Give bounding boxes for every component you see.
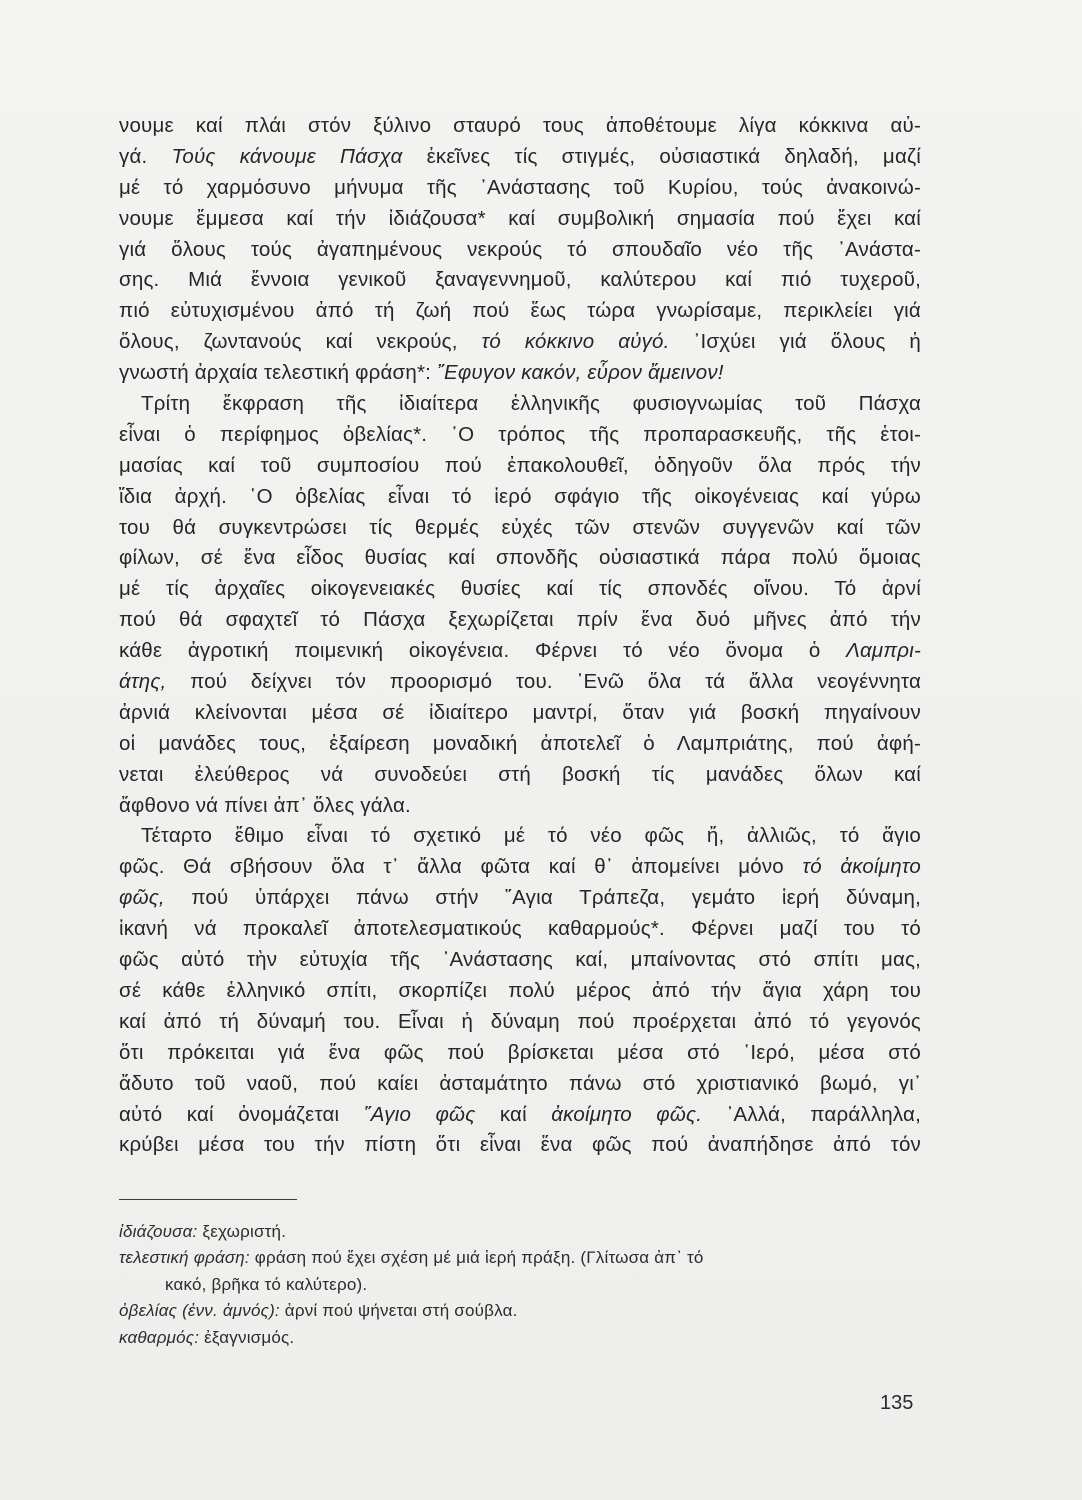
text-line — [119, 482, 921, 513]
text-line — [119, 667, 921, 698]
italic-text: τελεστική φράση: — [119, 1248, 250, 1268]
italic-text: καθαρμός: — [119, 1327, 200, 1347]
text-line — [119, 543, 921, 574]
text-run: φράση πού ἔχει σχέση μέ μιά ἱερή πράξη. (Γλίτωσα ἀπ᾽ τό — [249, 1248, 704, 1268]
text-line — [119, 976, 921, 1007]
text-line — [119, 883, 921, 914]
main-text — [119, 111, 921, 1161]
text-run: ἱκανή νά προκαλεῖ ἀποτελεσματικούς καθαρμούς*. Φέρνει μαζί του τό — [119, 917, 921, 941]
italic-text: φῶς, — [119, 886, 165, 910]
text-run: ᾿Ισχύει γιά ὅλους ἡ — [669, 330, 921, 354]
text-line — [119, 204, 921, 235]
text-line — [119, 636, 921, 667]
italic-text: Τούς κάνουμε Πάσχα — [171, 144, 403, 168]
text-line — [119, 451, 921, 482]
text-line — [119, 420, 921, 451]
text-line — [119, 914, 921, 945]
footnote — [119, 1219, 949, 1245]
text-run: πού ὑπάρχει πάνω στήν ῞Αγια Τράπεζα, γεμάτο ἱερή δύναμη, — [164, 886, 921, 910]
text-run: ἀρνιά κλείνονται μέσα σέ ἰδιαίτερο μαντρί, ὅταν γιά βοσκή πηγαίνουν — [119, 700, 921, 724]
text-line — [119, 1038, 921, 1069]
text-run: νουμε ἔμμεσα καί τήν ἰδιάζουσα* καί συμβολική σημασία πού ἔχει καί — [119, 206, 921, 230]
text-run: φίλων, σέ ἕνα εἶδος θυσίας καί σπονδῆς οὐσιαστικά πάρα πολύ ὅμοιας — [119, 546, 921, 570]
text-line — [119, 1007, 921, 1038]
footnote-separator — [119, 1199, 297, 1200]
text-run: ἴδια ἀρχή. ῾Ο ὀβελίας εἶναι τό ἱερό σφάγιο τῆς οἰκογένειας καί γύρω — [119, 484, 921, 508]
text-line — [119, 111, 921, 142]
text-run: πού θά σφαχτεῖ τό Πάσχα ξεχωρίζεται πρίν ἕνα δυό μῆνες ἀπό τήν — [119, 608, 921, 632]
text-run: μασίας καί τοῦ συμποσίου πού ἐπακολουθεῖ, ὁδηγοῦν ὅλα πρός τήν — [119, 453, 921, 477]
footnote — [119, 1245, 949, 1271]
text-run: φῶς αὐτό τὴν εὐτυχία τῆς ᾿Ανάστασης καί, μπαίνοντας στό σπίτι μας, — [119, 948, 921, 972]
text-run: καί ἀπό τή δύναμή του. Εἶναι ἡ δύναμη πού προέρχεται ἀπό τό γεγονός — [119, 1009, 921, 1033]
text-run: ξεχωριστή. — [197, 1222, 287, 1241]
text-line — [119, 235, 921, 266]
text-line — [119, 1130, 921, 1161]
text-run: κακό, βρῆκα τό καλύτερο). — [165, 1274, 368, 1294]
italic-text: ῎Εφυγον κακόν, εὗρον ἄμεινον! — [436, 361, 724, 385]
text-run: μέ τό χαρμόσυνο μήνυμα τῆς ᾿Ανάστασης τοῦ Κυρίου, τούς ἀνακοινώ- — [119, 175, 921, 199]
text-line — [119, 389, 921, 420]
text-run: πιό εὐτυχισμένου ἀπό τή ζωή πού ἕως τώρα γνωρίσαμε, περικλείει γιά — [119, 299, 921, 323]
text-run: σης. Μιά ἔννοια γενικοῦ ξαναγεννημοῦ, καλύτερου καί πιό τυχεροῦ, — [119, 268, 921, 292]
text-run: Τέταρτο ἔθιμο εἶναι τό σχετικό μέ τό νέο φῶς ἤ, ἀλλιῶς, τό ἅγιο — [141, 824, 921, 848]
text-run: γιά ὅλους τούς ἀγαπημένους νεκρούς τό σπουδαῖο νέο τῆς ᾿Ανάστα- — [119, 237, 921, 261]
italic-text: ἀκοίμητο φῶς. — [551, 1102, 703, 1126]
text-run: ἐκεῖνες τίς στιγμές, οὐσιαστικά δηλαδή, μαζί — [402, 144, 921, 168]
text-line — [119, 327, 921, 358]
text-line — [119, 513, 921, 544]
italic-text: τό ἀκοίμητο — [802, 855, 921, 879]
text-run: ἀρνί πού ψήνεται στή σούβλα. — [279, 1301, 518, 1321]
text-line — [119, 574, 921, 605]
text-line — [119, 358, 921, 389]
footnotes — [119, 1219, 949, 1351]
italic-text: τό κόκκινο αὐγό. — [481, 330, 670, 354]
text-run: ἄφθονο νά πίνει ἀπ᾽ ὅλες γάλα. — [119, 793, 411, 817]
text-line — [119, 605, 921, 636]
text-run: μέ τίς ἀρχαῖες οἰκογενειακές θυσίες καί τίς σπονδές οἴνου. Τό ἀρνί — [119, 577, 921, 601]
text-run: ὅτι πρόκειται γιά ἕνα φῶς πού βρίσκεται μέσα στό ῾Ιερό, μέσα στό — [119, 1040, 921, 1064]
text-run: αὐτό καί ὀνομάζεται — [119, 1102, 364, 1126]
text-run: νουμε καί πλάι στόν ξύλινο σταυρό τους ἀποθέτουμε λίγα κόκκινα αὐ- — [119, 114, 921, 137]
text-run: σέ κάθε ἑλληνικό σπίτι, σκορπίζει πολύ μέρος ἀπό τήν ἅγια χάρη του — [119, 978, 921, 1002]
text-run: καί — [475, 1102, 552, 1126]
footnote — [119, 1272, 949, 1298]
italic-text: ὀβελίας (ἐνν. ἀμνός): — [119, 1301, 280, 1321]
text-line — [119, 945, 921, 976]
text-run: κάθε ἀγροτική ποιμενική οἰκογένεια. Φέρνει τό νέο ὄνομα ὁ — [119, 639, 847, 663]
text-line — [119, 698, 921, 729]
italic-text: ῞Αγιο φῶς — [363, 1102, 476, 1126]
text-line — [119, 142, 921, 173]
text-run: οἱ μανάδες τους, ἐξαίρεση μοναδική ἀποτελεῖ ὁ Λαμπριάτης, πού ἀφή- — [119, 731, 921, 755]
text-run: Τρίτη ἔκφραση τῆς ἰδιαίτερα ἑλληνικῆς φυσιογνωμίας τοῦ Πάσχα — [141, 392, 921, 416]
text-run: νεται ἐλεύθερος νά συνοδεύει στή βοσκή τίς μανάδες ὅλων καί — [119, 762, 921, 786]
text-run: φῶς. Θά σβήσουν ὅλα τ᾽ ἄλλα φῶτα καί θ᾽ ἀπομείνει μόνο — [119, 855, 803, 879]
text-line — [119, 265, 921, 296]
text-run: κρύβει μέσα του τήν πίστη ὅτι εἶναι ἕνα φῶς πού ἀναπήδησε ἀπό τόν — [119, 1133, 921, 1157]
text-run: ᾿Αλλά, παράλληλα, — [702, 1102, 921, 1126]
text-line — [119, 296, 921, 327]
text-line — [119, 173, 921, 204]
italic-text: Λαμπρι- — [846, 639, 921, 663]
text-run: του θά συγκεντρώσει τίς θερμές εὐχές τῶν στενῶν συγγενῶν καί τῶν — [119, 515, 921, 539]
footnote — [119, 1325, 949, 1351]
text-line — [119, 852, 921, 883]
footnote — [119, 1298, 949, 1324]
italic-text: ἰδιάζουσα: — [119, 1222, 198, 1241]
text-line — [119, 791, 921, 822]
page-number: 135 — [880, 1392, 914, 1414]
text-run: ἄδυτο τοῦ ναοῦ, πού καίει ἀσταμάτητο πάνω στό χριστιανικό βωμό, γι᾽ — [119, 1071, 921, 1095]
text-line — [119, 1100, 921, 1131]
italic-text: άτης, — [119, 670, 167, 694]
text-line — [119, 729, 921, 760]
text-run: εἶναι ὁ περίφημος ὀβελίας*. ῾Ο τρόπος τῆς προπαρασκευῆς, τῆς ἑτοι- — [119, 422, 921, 446]
text-run: πού δείχνει τόν προορισμό του. ᾿Ενῶ ὅλα τά ἄλλα νεογέννητα — [166, 670, 921, 694]
text-line — [119, 821, 921, 852]
text-run: γά. — [119, 144, 172, 168]
text-run: γνωστή ἀρχαία τελεστική φράση*: — [119, 361, 437, 385]
text-run: ἐξαγνισμός. — [199, 1327, 295, 1347]
text-line — [119, 760, 921, 791]
text-run: ὅλους, ζωντανούς καί νεκρούς, — [119, 330, 482, 354]
text-line — [119, 1069, 921, 1100]
